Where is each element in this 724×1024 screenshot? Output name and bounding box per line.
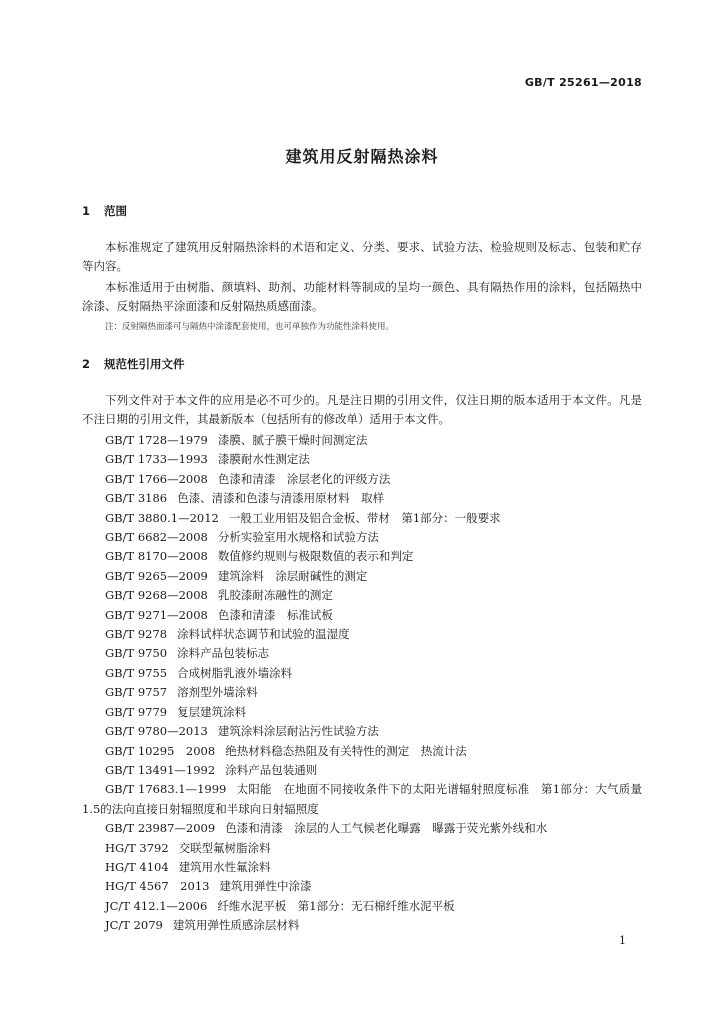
reference-title: 乳胶漆耐冻融性的测定 <box>217 588 333 603</box>
reference-item <box>82 780 642 819</box>
reference-item <box>82 547 642 566</box>
reference-item <box>82 916 642 935</box>
reference-item <box>82 470 642 489</box>
reference-item <box>82 567 642 586</box>
section-title: 规范性引用文件 <box>104 357 185 371</box>
section-heading-normative <box>82 356 185 372</box>
section-heading-scope <box>82 203 127 219</box>
section-title: 范围 <box>104 204 127 218</box>
reference-title: 合成树脂乳液外墙涂料 <box>177 665 293 680</box>
reference-title: 交联型氟树脂涂料 <box>178 840 271 855</box>
reference-code: GB/T 1733—1993 <box>105 452 208 467</box>
reference-title: 涂料试样状态调节和试验的温湿度 <box>177 627 350 642</box>
reference-title: 太阳能 在地面不同接收条件下的太阳光谱辐射照度标准 第1部分：大气质量1.5的法向直接日射辐照度和半球向日射辐照度 <box>82 782 642 816</box>
reference-item <box>82 819 642 838</box>
normative-intro: 下列文件对于本文件的应用是必不可少的。凡是注日期的引用文件，仅注日期的版本适用于本文件。凡是不注日期的引用文件，其最新版本（包括所有的修改单）适用于本文件。 <box>82 393 642 426</box>
reference-code: GB/T 3186 <box>105 491 168 506</box>
scope-note: 注：反射隔热面漆可与隔热中涂漆配套使用，也可单独作为功能性涂料使用。 <box>105 322 395 332</box>
reference-code: GB/T 1766—2008 <box>105 471 208 486</box>
reference-title: 建筑用弹性中涂漆 <box>219 879 312 894</box>
reference-title: 建筑涂料 涂层耐碱性的测定 <box>217 568 368 583</box>
reference-code: GB/T 6682—2008 <box>105 530 208 545</box>
reference-item <box>82 722 642 741</box>
reference-item <box>82 703 642 722</box>
reference-item <box>82 839 642 858</box>
reference-title: 涂料产品包装通则 <box>225 762 318 777</box>
reference-code: GB/T 10295 2008 <box>105 743 216 758</box>
reference-item <box>82 625 642 644</box>
reference-code: GB/T 3880.1—2012 <box>105 510 219 525</box>
reference-item <box>82 509 642 528</box>
reference-code: GB/T 23987—2009 <box>105 821 216 836</box>
reference-title: 色漆、清漆和色漆与清漆用原材料 取样 <box>177 491 385 506</box>
page-number: 1 <box>619 934 626 947</box>
section-number: 1 <box>82 204 91 218</box>
reference-item <box>82 664 642 683</box>
reference-code: GB/T 9780—2013 <box>105 724 208 739</box>
reference-item <box>82 877 642 896</box>
reference-list <box>82 431 642 936</box>
reference-code: GB/T 13491—1992 <box>105 762 216 777</box>
reference-item <box>82 586 642 605</box>
reference-title: 建筑涂料涂层耐沾污性试验方法 <box>217 724 379 739</box>
reference-code: GB/T 17683.1—1999 <box>105 782 227 797</box>
reference-item <box>82 761 642 780</box>
reference-code: GB/T 9265—2009 <box>105 568 208 583</box>
reference-code: JC/T 412.1—2006 <box>105 898 208 913</box>
reference-title: 色漆和清漆 涂层的人工气候老化曝露 曝露于荧光紫外线和水 <box>225 821 548 836</box>
reference-code: GB/T 9757 <box>105 685 168 700</box>
section-number: 2 <box>82 357 91 371</box>
reference-item <box>82 683 642 702</box>
reference-code: JC/T 2079 <box>105 918 163 933</box>
reference-item <box>82 644 642 663</box>
reference-title: 数值修约规则与极限数值的表示和判定 <box>217 549 414 564</box>
reference-title: 复层建筑涂料 <box>177 704 247 719</box>
reference-code: HG/T 4567 2013 <box>105 879 210 894</box>
reference-item <box>82 742 642 761</box>
reference-item <box>82 528 642 547</box>
reference-code: HG/T 4104 <box>105 859 169 874</box>
reference-code: GB/T 9750 <box>105 646 168 661</box>
reference-title: 色漆和清漆 标准试板 <box>217 607 333 622</box>
reference-title: 溶剂型外墙涂料 <box>177 685 258 700</box>
reference-title: 漆膜、腻子膜干燥时间测定法 <box>217 433 368 447</box>
scope-paragraph-1: 本标准规定了建筑用反射隔热涂料的术语和定义、分类、要求、试验方法、检验规则及标志、包装和贮存等内容。 <box>82 240 642 273</box>
reference-code: GB/T 9268—2008 <box>105 588 208 603</box>
reference-item <box>82 489 642 508</box>
reference-title: 色漆和清漆 涂层老化的评级方法 <box>217 471 391 486</box>
reference-title: 一般工业用铝及铝合金板、带材 第1部分：一般要求 <box>228 510 501 525</box>
reference-title: 纤维水泥平板 第1部分：无石棉纤维水泥平板 <box>217 898 455 913</box>
reference-item <box>82 431 642 450</box>
reference-item <box>82 858 642 877</box>
reference-title: 漆膜耐水性测定法 <box>217 452 310 467</box>
reference-code: GB/T 8170—2008 <box>105 549 208 564</box>
reference-title: 建筑用水性氟涂料 <box>178 859 271 874</box>
reference-code: GB/T 9271—2008 <box>105 607 208 622</box>
reference-item <box>82 897 642 916</box>
reference-code: GB/T 9755 <box>105 665 168 680</box>
reference-title: 绝热材料稳态热阻及有关特性的测定 热流计法 <box>225 743 467 758</box>
reference-code: GB/T 1728—1979 <box>105 433 208 447</box>
reference-item <box>82 450 642 469</box>
reference-title: 分析实验室用水规格和试验方法 <box>217 530 379 545</box>
standard-code: GB/T 25261—2018 <box>524 76 642 89</box>
reference-code: GB/T 9278 <box>105 627 168 642</box>
reference-code: HG/T 3792 <box>105 840 169 855</box>
scope-paragraph-2: 本标准适用于由树脂、颜填料、助剂、功能材料等制成的呈均一颜色、具有隔热作用的涂料，包括隔热中涂漆、反射隔热平涂面漆和反射隔热质感面漆。 <box>82 280 642 313</box>
reference-code: GB/T 9779 <box>105 704 168 719</box>
document-title: 建筑用反射隔热涂料 <box>285 147 439 166</box>
reference-title: 建筑用弹性质感涂层材料 <box>172 918 300 933</box>
reference-title: 涂料产品包装标志 <box>177 646 270 661</box>
reference-item <box>82 606 642 625</box>
